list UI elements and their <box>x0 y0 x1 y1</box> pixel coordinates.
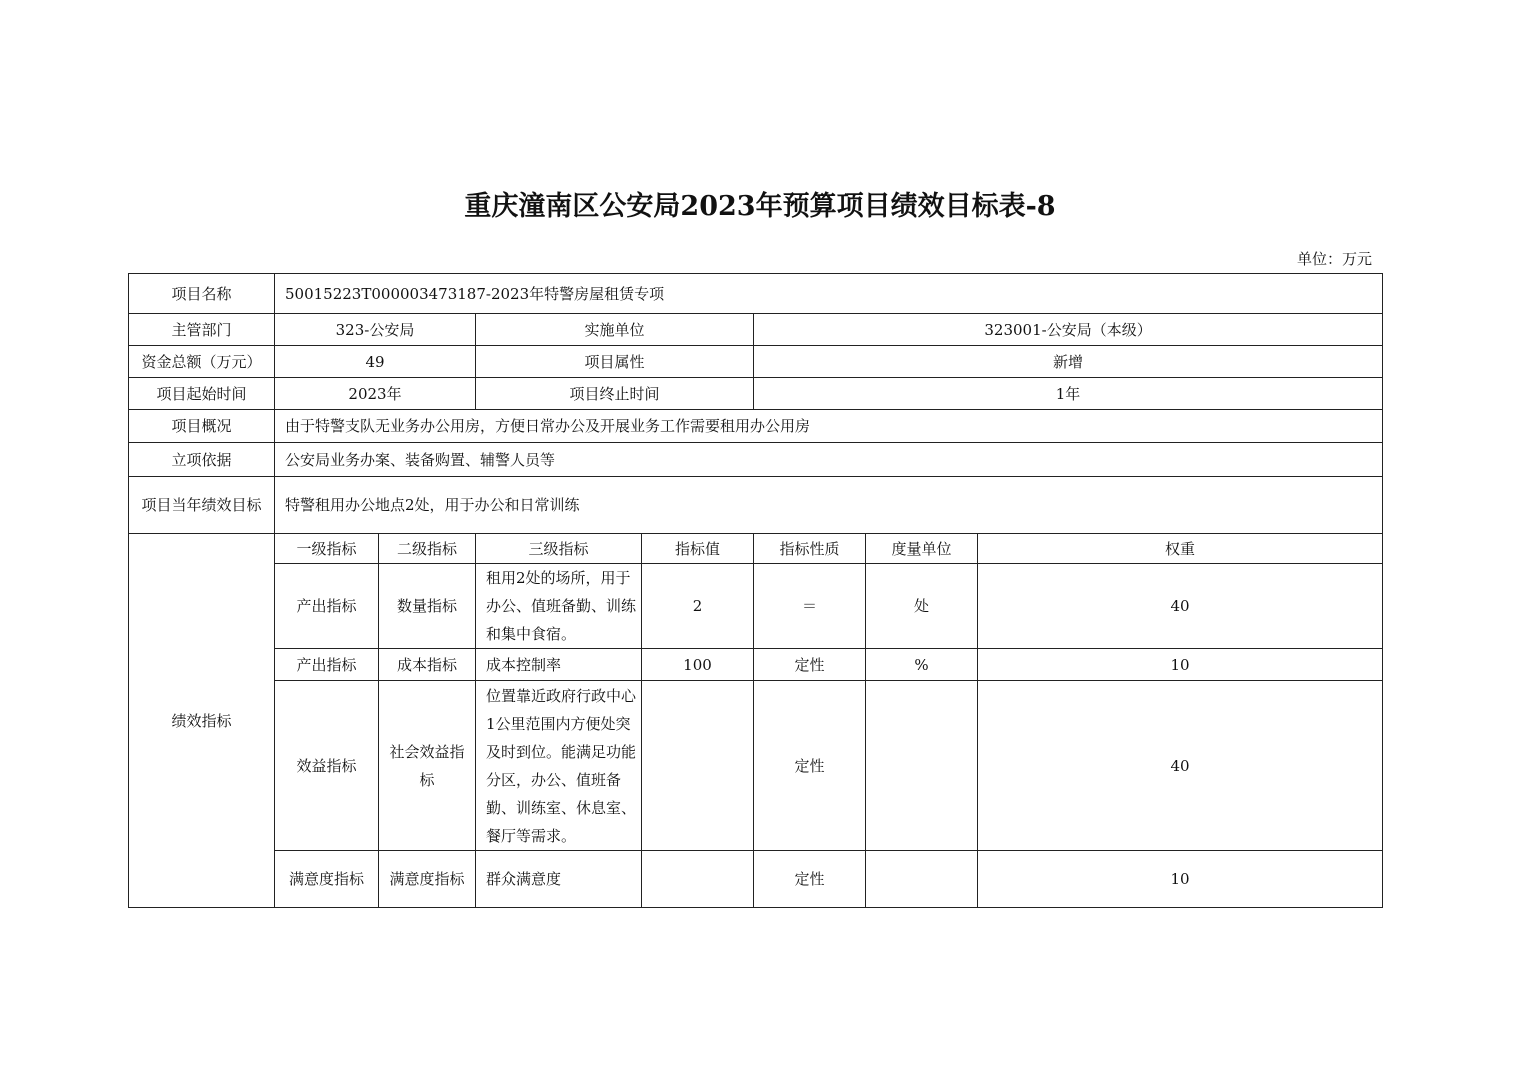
row-funds <box>129 346 1383 378</box>
project-attr-label: 项目属性 <box>476 346 754 378</box>
row-l1: 效益指标 <box>275 681 379 851</box>
header-unit: 度量单位 <box>866 534 978 564</box>
row-unit <box>866 681 978 851</box>
row-l2: 社会效益指标 <box>379 681 476 851</box>
header-value: 指标值 <box>642 534 754 564</box>
row-l3: 位置靠近政府行政中心1公里范围内方便处突及时到位。能满足功能分区，办公、值班备勤、训练室、休息室、餐厅等需求。 <box>476 681 642 851</box>
table-row <box>129 564 1383 649</box>
impl-unit-value: 323001-公安局（本级） <box>754 314 1383 346</box>
funds-value: 49 <box>275 346 476 378</box>
dept-value: 323-公安局 <box>275 314 476 346</box>
row-indicator-headers <box>129 534 1383 564</box>
goal-label: 项目当年绩效目标 <box>129 477 275 534</box>
row-nature: ＝ <box>754 564 866 649</box>
row-value: 100 <box>642 649 754 681</box>
row-l2: 成本指标 <box>379 649 476 681</box>
row-basis <box>129 443 1383 477</box>
overview-value: 由于特警支队无业务办公用房，方便日常办公及开展业务工作需要租用办公用房 <box>275 410 1383 443</box>
row-weight: 10 <box>978 649 1383 681</box>
row-value <box>642 851 754 908</box>
row-l3: 租用2处的场所，用于办公、值班备勤、训练和集中食宿。 <box>476 564 642 649</box>
row-project-name <box>129 274 1383 314</box>
row-weight: 10 <box>978 851 1383 908</box>
basis-label: 立项依据 <box>129 443 275 477</box>
table-row <box>129 681 1383 851</box>
header-l3: 三级指标 <box>476 534 642 564</box>
start-time-label: 项目起始时间 <box>129 378 275 410</box>
page-title: 重庆潼南区公安局2023年预算项目绩效目标表-8 <box>464 191 1056 222</box>
project-name-label: 项目名称 <box>129 274 275 314</box>
row-nature: 定性 <box>754 649 866 681</box>
row-dept <box>129 314 1383 346</box>
impl-unit-label: 实施单位 <box>476 314 754 346</box>
end-time-value: 1年 <box>754 378 1383 410</box>
funds-label: 资金总额（万元） <box>129 346 275 378</box>
basis-value: 公安局业务办案、装备购置、辅警人员等 <box>275 443 1383 477</box>
row-unit: % <box>866 649 978 681</box>
row-l1: 产出指标 <box>275 649 379 681</box>
header-l2: 二级指标 <box>379 534 476 564</box>
row-l3: 群众满意度 <box>476 851 642 908</box>
dept-label: 主管部门 <box>129 314 275 346</box>
table-row <box>129 851 1383 908</box>
row-unit <box>866 851 978 908</box>
row-time <box>129 378 1383 410</box>
row-l2: 数量指标 <box>379 564 476 649</box>
row-overview <box>129 410 1383 443</box>
row-unit: 处 <box>866 564 978 649</box>
project-attr-value: 新增 <box>754 346 1383 378</box>
row-weight: 40 <box>978 681 1383 851</box>
performance-table <box>128 273 1383 908</box>
overview-label: 项目概况 <box>129 410 275 443</box>
unit-label: 单位：万元 <box>1296 250 1372 268</box>
row-nature: 定性 <box>754 681 866 851</box>
row-l3: 成本控制率 <box>476 649 642 681</box>
start-time-value: 2023年 <box>275 378 476 410</box>
header-nature: 指标性质 <box>754 534 866 564</box>
table-row <box>129 649 1383 681</box>
end-time-label: 项目终止时间 <box>476 378 754 410</box>
row-nature: 定性 <box>754 851 866 908</box>
row-l1: 产出指标 <box>275 564 379 649</box>
row-value <box>642 681 754 851</box>
row-weight: 40 <box>978 564 1383 649</box>
goal-value: 特警租用办公地点2处，用于办公和日常训练 <box>275 477 1383 534</box>
header-l1: 一级指标 <box>275 534 379 564</box>
row-l2: 满意度指标 <box>379 851 476 908</box>
row-goal <box>129 477 1383 534</box>
row-l1: 满意度指标 <box>275 851 379 908</box>
indicators-section-label: 绩效指标 <box>129 534 275 908</box>
row-value: 2 <box>642 564 754 649</box>
header-weight: 权重 <box>978 534 1383 564</box>
project-name-value: 50015223T000003473187-2023年特警房屋租赁专项 <box>275 274 1383 314</box>
